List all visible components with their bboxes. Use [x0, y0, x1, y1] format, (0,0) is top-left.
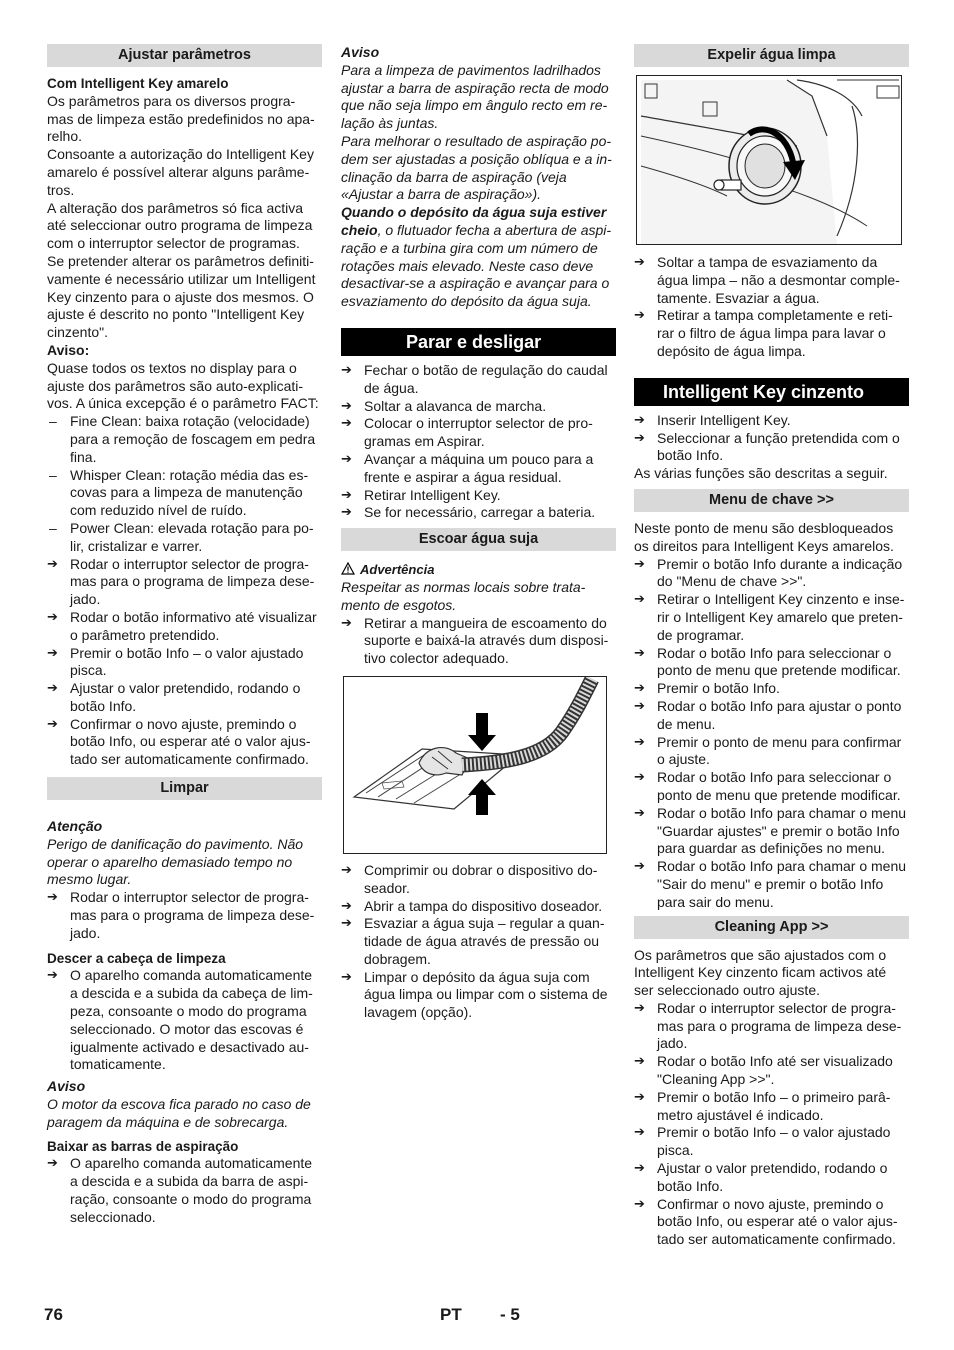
list-item: ➔ Retirar o Intelligent Key cinzento e inse- rir o Intelligent Key amarelo que preten- de programar.: [634, 591, 909, 644]
list-item: ➔ Confirmar o novo ajuste, premindo o botão Info, ou esperar até o valor ajus- tado ser automaticamente confirmado.: [634, 1196, 909, 1249]
heading-expelir-agua-limpa: Expelir água limpa: [634, 44, 909, 67]
list-item: ➔ Avançar a máquina um pouco para a frente e aspirar a água residual.: [341, 451, 616, 487]
column-1: [47, 44, 322, 1227]
paragraph: Os parâmetros que são ajustados com o Intelligent Key cinzento ficam activos até ser seleccionado outro ajuste.: [634, 946, 887, 999]
list-item: ➔ Ajustar o valor pretendido, rodando o botão Info.: [634, 1160, 909, 1196]
list-item: ➔ Rodar o interruptor selector de progra- mas para o programa de limpeza dese- jado.: [47, 889, 322, 942]
list-item: ➔ Rodar o botão Info para chamar o menu "Sair do menu" e premir o botão Info para sair do menu.: [634, 858, 909, 911]
atencao-label: Atenção: [47, 818, 103, 835]
aviso-text: Para a limpeza de pavimentos ladrilhados ajustar a barra de aspiração recta de modo que não seja limpo em ângulo recto em re- lação às juntas.: [341, 61, 609, 132]
arrow-list: [341, 615, 616, 668]
aviso-text: Quase todos os textos no display para o ajuste dos parâmetros são auto-explicati- vos. A única excepção é o parâmetro FACT:: [47, 359, 319, 412]
list-item: ➔ Esvaziar a água suja – regular a quan- tidade de água através de pressão ou dobragem.: [341, 915, 616, 968]
list-item: ➔ Retirar Intelligent Key.: [341, 487, 616, 505]
list-item: ➔ Se for necessário, carregar a bateria.: [341, 504, 616, 522]
heading-cleaning-app: Cleaning App >>: [634, 916, 909, 939]
list-item: ➔ Rodar o interruptor selector de progra- mas para o programa de limpeza dese- jado.: [47, 556, 322, 609]
arrow-list: [47, 1155, 322, 1226]
aviso-label: Aviso: [47, 1078, 86, 1095]
aviso-rest-text: , o flutuador fecha a abertura de aspi- ração e a turbina gira com um número de rotações mais elevado. Neste caso deve desactivar-se a aspiração e avançar para o esvaziamento do depósito da água suja.: [341, 221, 612, 310]
advertencia-label: [341, 561, 616, 579]
subheading-baixar-barras: Baixar as barras de aspiração: [47, 1138, 239, 1154]
aviso-text: O motor da escova fica parado no caso de paragem da máquina e de sobrecarga.: [47, 1096, 311, 1130]
list-item: ➔ Soltar a alavanca de marcha.: [341, 398, 616, 416]
language-code: PT: [440, 1305, 462, 1324]
list-item: ➔ O aparelho comanda automaticamente a descida e a subida da barra de aspi- ração, consoante o modo do programa seleccionado.: [47, 1155, 322, 1226]
page-number: 76: [44, 1305, 63, 1324]
arrow-list: [634, 412, 909, 465]
list-item: ➔ Rodar o botão Info para chamar o menu "Guardar ajustes" e premir o botão Info para guardar as definições no menu.: [634, 805, 909, 858]
arrow-list: [634, 556, 909, 912]
heading-escoar-agua-suja: Escoar água suja: [341, 528, 616, 551]
list-item: ➔ Premir o botão Info – o primeiro parâ- metro ajustável é indicado.: [634, 1089, 909, 1125]
advertencia-text: Respeitar as normas locais sobre trata- mento de esgotos.: [341, 578, 586, 613]
list-item: ➔ Retirar a mangueira de escoamento do suporte e baixá-la através dum disposi- tivo colector adequado.: [341, 615, 616, 668]
arrow-list: [47, 889, 322, 942]
list-item: ➔ Premir o botão Info durante a indicação do "Menu de chave >>".: [634, 556, 909, 592]
aviso-bold-text: Quando o depósito da água suja estiver cheio: [341, 204, 607, 238]
arrow-list: [341, 362, 616, 522]
list-item: ➔ Abrir a tampa do dispositivo doseador.: [341, 898, 616, 916]
list-item: ➔ Inserir Intelligent Key.: [634, 412, 909, 430]
column-2: [341, 44, 616, 1022]
heading-ajustar-parametros: Ajustar parâmetros: [47, 44, 322, 67]
arrow-list: [47, 556, 322, 770]
aviso-text: [341, 204, 616, 311]
warning-triangle-icon: [341, 562, 355, 575]
aviso-text: Para melhorar o resultado de aspiração po- dem ser ajustadas a posição oblíqua e a in- clinação da barra de aspiração (veja «Ajustar a barra de aspiração»).: [341, 132, 612, 203]
list-item: ➔ Colocar o interruptor selector de pro- gramas em Aspirar.: [341, 415, 616, 451]
arrow-list: [634, 254, 909, 361]
heading-menu-de-chave: Menu de chave >>: [634, 489, 909, 512]
dash-list: [47, 413, 322, 555]
aviso-label: Aviso:: [47, 341, 90, 358]
paragraph: Se pretender alterar os parâmetros definiti- vamente é necessário utilizar um Intelligent Key cinzento para o ajuste dos mesmos. O ajuste é descrito no ponto "Intelligent Key cinzento".: [47, 252, 316, 341]
paragraph: As várias funções são descritas a seguir.: [634, 465, 888, 482]
list-item: ➔ Rodar o botão informativo até visualizar o parâmetro pretendido.: [47, 609, 322, 645]
list-item: ➔ Fechar o botão de regulação do caudal de água.: [341, 362, 616, 398]
list-item: ➔ Rodar o botão Info para seleccionar o ponto de menu que pretende modificar.: [634, 645, 909, 681]
atencao-text: Perigo de danificação do pavimento. Não operar o aparelho demasiado tempo no mesmo lugar.: [47, 835, 304, 888]
list-item: – Whisper Clean: rotação média das es- covas para a limpeza de manutenção com reduzido nível de ruído.: [47, 467, 322, 520]
list-item: ➔ Confirmar o novo ajuste, premindo o botão Info, ou esperar até o valor ajus- tado ser automaticamente confirmado.: [47, 716, 322, 769]
drain-hose-image: [344, 677, 606, 853]
list-item: ➔ Premir o botão Info.: [634, 680, 909, 698]
list-item: ➔ Comprimir ou dobrar o dispositivo do- seador.: [341, 862, 616, 898]
list-item: ➔ Rodar o interruptor selector de progra- mas para o programa de limpeza dese- jado.: [634, 1000, 909, 1053]
list-item: ➔ Ajustar o valor pretendido, rodando o botão Info.: [47, 680, 322, 716]
paragraph: Os parâmetros para os diversos progra- mas de limpeza estão predefinidos no apa- relho.: [47, 92, 315, 145]
aviso-label: Aviso: [341, 44, 380, 60]
arrow-list: [341, 862, 616, 1022]
section-number: - 5: [500, 1305, 520, 1324]
subheading-descer-cabeca: Descer a cabeça de limpeza: [47, 950, 226, 966]
list-item: ➔ Rodar o botão Info para seleccionar o ponto de menu que pretende modificar.: [634, 769, 909, 805]
list-item: ➔ Premir o botão Info – o valor ajustado pisca.: [634, 1124, 909, 1160]
list-item: ➔ Seleccionar a função pretendida com o botão Info.: [634, 430, 909, 466]
subheading-intelligent-key-amarelo: Com Intelligent Key amarelo: [47, 76, 229, 91]
list-item: – Fine Clean: baixa rotação (velocidade) para a remoção de foscagem em pedra fina.: [47, 413, 322, 466]
list-item: ➔ Rodar o botão Info até ser visualizado "Cleaning App >>".: [634, 1053, 909, 1089]
paragraph: Neste ponto de menu são desbloqueados os direitos para Intelligent Keys amarelos.: [634, 519, 894, 554]
heading-parar-desligar: Parar e desligar: [341, 328, 616, 356]
cap-removal-illustration: [636, 75, 902, 245]
list-item: ➔ Soltar a tampa de esvaziamento da água limpa – não a desmontar comple- tamente. Esvaziar a água.: [634, 254, 909, 307]
list-item: – Power Clean: elevada rotação para po- lir, cristalizar e varrer.: [47, 520, 322, 556]
list-item: ➔ Premir o botão Info – o valor ajustado pisca.: [47, 645, 322, 681]
advertencia-label-text: Advertência: [360, 562, 435, 578]
drain-cap-image: [637, 76, 901, 244]
paragraph: A alteração dos parâmetros só fica activa até seleccionar outro programa de limpeza com o interruptor selector de programas.: [47, 199, 313, 252]
arrow-list: [47, 967, 322, 1074]
heading-limpar: Limpar: [47, 777, 322, 800]
list-item: ➔ Retirar a tampa completamente e reti- rar o filtro de água limpa para lavar o depósito de água limpa.: [634, 307, 909, 360]
list-item: ➔ O aparelho comanda automaticamente a descida e a subida da cabeça de lim- peza, consoante o modo do programa seleccionado. O motor das escovas é igualmente activado e desactivado au- tomaticamente.: [47, 967, 322, 1074]
list-item: ➔ Rodar o botão Info para ajustar o ponto de menu.: [634, 698, 909, 734]
arrow-list: [634, 1000, 909, 1249]
list-item: ➔ Premir o ponto de menu para confirmar o ajuste.: [634, 734, 909, 770]
heading-intelligent-key-cinzento: Intelligent Key cinzento: [634, 378, 909, 406]
column-3: [634, 44, 909, 1249]
hose-drain-illustration: [343, 676, 607, 854]
list-item: ➔ Limpar o depósito da água suja com água limpa ou limpar com o sistema de lavagem (opção).: [341, 969, 616, 1022]
paragraph: Consoante a autorização do Intelligent Key amarelo é possível alterar alguns parâme- tros.: [47, 146, 314, 198]
